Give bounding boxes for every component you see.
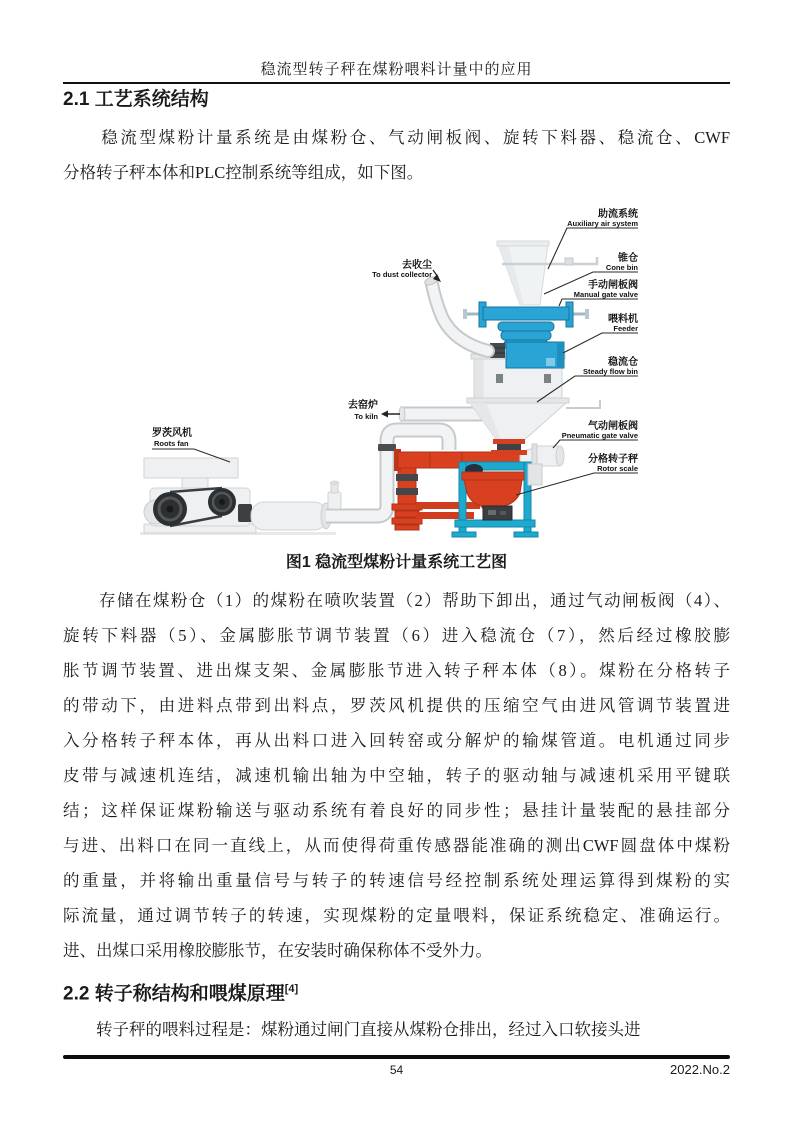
footer-rule: [63, 1055, 730, 1059]
body-paragraph: [63, 583, 730, 968]
callout-aux-air-en: Auxiliary air system: [567, 219, 638, 228]
closing-paragraph: [63, 1012, 730, 1047]
scale-outlet-box: [483, 506, 512, 520]
figure-caption: 图1 稳流型煤粉计量系统工艺图: [285, 554, 508, 571]
text-line: 与进、出料口在同一直线上，从而使得荷重传感器能准确的测出CWF圆盘体中煤粉: [63, 836, 730, 855]
callout-rotor-scale-en: Rotor scale: [597, 464, 638, 473]
reference-superscript: [4]: [284, 983, 299, 995]
relief-valve: [328, 492, 341, 509]
coupling: [238, 504, 252, 522]
label-dust-cn: 去收尘: [402, 260, 432, 271]
section-heading-2-2-text: 2.2 转子称结构和喂煤原理: [63, 983, 285, 1005]
kiln-pipe: [399, 407, 482, 422]
intro-paragraph: [63, 120, 730, 190]
callout-cone-bin-en: Cone bin: [605, 263, 638, 272]
text-line: 稳流型煤粉计量系统是由煤粉仓、气动闸板阀、旋转下料器、稳流仓、CWF: [63, 128, 730, 147]
callout-feeder-cn: 喂料机: [608, 314, 638, 325]
text-line: 结；这样保证煤粉输送与驱动系统有着良好的同步性；悬挂计量装配的悬挂部分: [63, 801, 730, 820]
page-number: 54: [389, 1063, 404, 1077]
support-rail: [566, 400, 600, 408]
silencer: [251, 502, 331, 530]
rotor-scale-assembly: [392, 444, 564, 537]
pipe-flange: [378, 444, 396, 451]
text-line: 存储在煤粉仓（1）的煤粉在喷吹装置（2）帮助下卸出，通过气动闸板阀（4）、: [63, 591, 730, 610]
issue-number: 2022.No.2: [670, 1062, 730, 1077]
cone-bin: [497, 241, 549, 305]
callout-manual-valve-en: Manual gate valve: [573, 290, 638, 299]
process-diagram: [130, 196, 755, 552]
callout-rotor-scale-cn: 分格转子秤: [588, 454, 638, 465]
text-line: 进、出煤口采用橡胶膨胀节，在安装时确保称体不受外力。: [63, 941, 492, 960]
text-line: 转子秤的喂料过程是：煤粉通过闸门直接从煤粉仓排出，经过入口软接头进: [63, 1020, 641, 1039]
callout-steady-bin-cn: 稳流仓: [608, 357, 638, 368]
text-line: 的带动下，由进料点带到出料点，罗茨风机提供的压缩空气由进风管调节装置进: [63, 696, 730, 715]
text-line: 际流量，通过调节转子的转速，实现煤粉的定量喂料，保证系统稳定、准确运行。: [63, 906, 730, 925]
label-roots-fan-cn: 罗茨风机: [152, 428, 192, 439]
callout-manual-valve-cn: 手动闸板阀: [588, 280, 638, 291]
section-heading-2-1: 2.1 工艺系统结构: [63, 89, 209, 110]
text-line: 旋转下料器（5）、金属膨胀节调节装置（6）进入稳流仓（7），然后经过橡胶膨: [63, 626, 730, 645]
header-rule: [63, 82, 730, 84]
callout-feeder-en: Feeder: [613, 324, 638, 333]
callout-pneumatic-valve-cn: 气动闸板阀: [588, 421, 638, 432]
label-dust-en: To dust collector: [372, 270, 432, 279]
text-line: 分格转子秤本体和PLC控制系统等组成，如下图。: [63, 163, 424, 182]
callout-pneumatic-valve-en: Pneumatic gate valve: [561, 431, 638, 440]
section-heading-2-2: [63, 977, 298, 1006]
callout-cone-bin-cn: 锥仓: [618, 253, 638, 264]
expansion-joint: [497, 444, 521, 450]
feeder-box: [506, 342, 564, 368]
callout-aux-air-cn: 助流系统: [598, 209, 638, 220]
text-line: 入分格转子秤本体，再从出料口进入回转窑或分解炉的输煤管道。电机通过同步: [63, 731, 730, 750]
text-line: 的重量，并将输出重量信号与转子的转速信号经控制系统处理运算得到煤粉的实: [63, 871, 730, 890]
rotor-scale-body: [464, 480, 522, 506]
callout-steady-bin-en: Steady flow bin: [582, 367, 638, 376]
running-header: 稳流型转子秤在煤粉喂料计量中的应用: [260, 62, 533, 78]
text-line: 胀节调节装置、进出煤支架、金属膨胀节进入转子秤本体（8）。煤粉在分格转子: [63, 661, 730, 680]
label-kiln-cn: 去窑炉: [348, 400, 378, 411]
frame-attachment: [528, 464, 542, 485]
text-line: 皮带与减速机连结，减速机输出轴为中空轴，转子的驱动轴与减速机采用平键联: [63, 766, 730, 785]
label-roots-fan-en: Roots fan: [154, 439, 189, 448]
label-kiln-en: To kiln: [354, 412, 378, 421]
